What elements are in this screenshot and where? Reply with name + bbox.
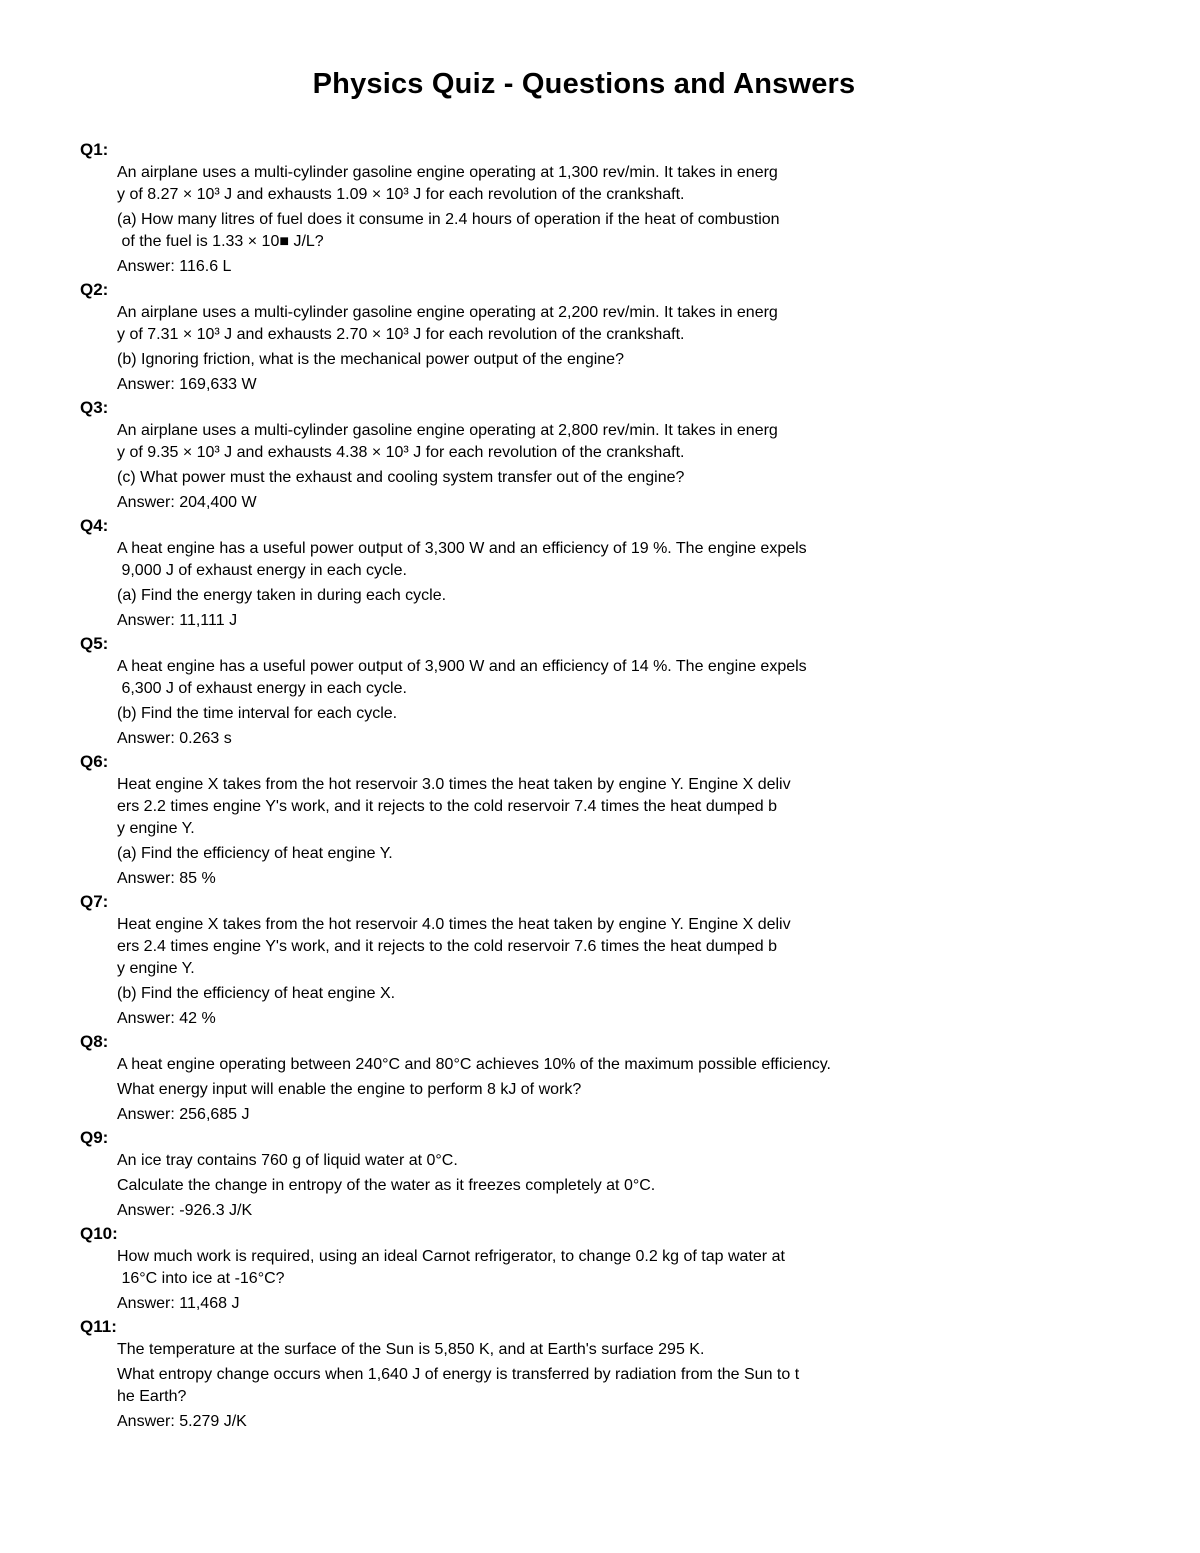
question-list <box>80 138 1120 1433</box>
answer-text: Answer: 11,111 J <box>117 612 238 629</box>
question-text-line: A heat engine has a useful power output of 3,300 W and an efficiency of 19 %. The engine expels <box>117 540 807 557</box>
question-body <box>80 420 917 514</box>
question-paragraph <box>117 302 917 346</box>
answer-text: Answer: 169,633 W <box>117 376 257 393</box>
answer-text: Answer: 204,400 W <box>117 494 257 511</box>
question-text-line: (a) Find the energy taken in during each cycle. <box>117 587 447 604</box>
question-label: Q8: <box>80 1032 109 1051</box>
question-text-line: he Earth? <box>117 1388 187 1405</box>
question-block <box>80 396 1120 514</box>
question-paragraph <box>117 162 917 206</box>
question-text-line: (b) Ignoring friction, what is the mechanical power output of the engine? <box>117 351 624 368</box>
question-label: Q3: <box>80 398 109 417</box>
question-text-line: y of 9.35 × 10³ J and exhausts 4.38 × 10³ J for each revolution of the crankshaft. <box>117 444 685 461</box>
question-label: Q11: <box>80 1317 117 1336</box>
question-block <box>80 1222 1120 1315</box>
question-body <box>80 1054 917 1126</box>
question-body <box>80 774 917 890</box>
question-paragraph <box>117 1054 917 1076</box>
question-paragraph <box>117 1339 917 1361</box>
question-text-line: y of 8.27 × 10³ J and exhausts 1.09 × 10³ J for each revolution of the crankshaft. <box>117 186 685 203</box>
question-block <box>80 514 1120 632</box>
question-paragraph <box>117 585 917 607</box>
question-text-line: 6,300 J of exhaust energy in each cycle. <box>117 680 407 697</box>
page-title: Physics Quiz - Questions and Answers <box>312 68 856 100</box>
question-text-line: What energy input will enable the engine to perform 8 kJ of work? <box>117 1081 582 1098</box>
question-text-line: ers 2.2 times engine Y's work, and it rejects to the cold reservoir 7.4 times the heat dumped b <box>117 798 777 815</box>
question-text-line: of the fuel is 1.33 × 10■ J/L? <box>117 233 324 250</box>
question-text-line: y engine Y. <box>117 820 195 837</box>
question-text-line: (c) What power must the exhaust and cooling system transfer out of the engine? <box>117 469 685 486</box>
answer-text: Answer: 0.263 s <box>117 730 232 747</box>
question-body <box>80 1246 917 1315</box>
question-label: Q6: <box>80 752 109 771</box>
question-text-line: 9,000 J of exhaust energy in each cycle. <box>117 562 407 579</box>
question-text-line: (b) Find the efficiency of heat engine X. <box>117 985 396 1002</box>
question-block <box>80 278 1120 396</box>
question-paragraph <box>117 774 917 840</box>
question-text-line: A heat engine has a useful power output of 3,900 W and an efficiency of 14 %. The engine expels <box>117 658 807 675</box>
question-paragraph <box>117 1246 917 1290</box>
question-text-line: Heat engine X takes from the hot reservoir 3.0 times the heat taken by engine Y. Engine X deliv <box>117 776 791 793</box>
question-paragraph <box>117 349 917 371</box>
question-paragraph <box>117 983 917 1005</box>
question-block <box>80 1126 1120 1222</box>
question-text-line: y engine Y. <box>117 960 195 977</box>
question-body <box>80 538 917 632</box>
question-paragraph <box>117 1175 917 1197</box>
question-paragraph <box>117 1150 917 1172</box>
answer-text: Answer: 256,685 J <box>117 1106 250 1123</box>
question-text-line: Calculate the change in entropy of the water as it freezes completely at 0°C. <box>117 1177 656 1194</box>
question-paragraph <box>117 209 917 253</box>
question-label: Q10: <box>80 1224 118 1243</box>
question-paragraph <box>117 420 917 464</box>
question-body <box>80 162 917 278</box>
question-paragraph <box>117 703 917 725</box>
question-body <box>80 1339 917 1433</box>
question-text-line: y of 7.31 × 10³ J and exhausts 2.70 × 10³ J for each revolution of the crankshaft. <box>117 326 685 343</box>
question-label: Q2: <box>80 280 109 299</box>
question-block <box>80 1030 1120 1126</box>
question-text-line: Heat engine X takes from the hot reservoir 4.0 times the heat taken by engine Y. Engine X deliv <box>117 916 791 933</box>
question-text-line: An airplane uses a multi-cylinder gasoline engine operating at 2,200 rev/min. It takes in energ <box>117 304 778 321</box>
answer-text: Answer: 5.279 J/K <box>117 1413 247 1430</box>
question-paragraph <box>117 538 917 582</box>
question-block <box>80 1315 1120 1433</box>
question-body <box>80 914 917 1030</box>
answer-text: Answer: 42 % <box>117 1010 216 1027</box>
question-body <box>80 302 917 396</box>
question-text-line: (a) Find the efficiency of heat engine Y. <box>117 845 393 862</box>
question-label: Q7: <box>80 892 109 911</box>
question-body <box>80 1150 917 1222</box>
question-text-line: How much work is required, using an ideal Carnot refrigerator, to change 0.2 kg of tap water at <box>117 1248 785 1265</box>
question-body <box>80 656 917 750</box>
answer-text: Answer: -926.3 J/K <box>117 1202 253 1219</box>
question-block <box>80 750 1120 890</box>
question-paragraph <box>117 467 917 489</box>
question-label: Q9: <box>80 1128 109 1147</box>
question-block <box>80 890 1120 1030</box>
question-text-line: An airplane uses a multi-cylinder gasoline engine operating at 2,800 rev/min. It takes in energ <box>117 422 778 439</box>
question-text-line: The temperature at the surface of the Sun is 5,850 K, and at Earth's surface 295 K. <box>117 1341 705 1358</box>
question-block <box>80 632 1120 750</box>
question-paragraph <box>117 914 917 980</box>
question-text-line: An airplane uses a multi-cylinder gasoline engine operating at 1,300 rev/min. It takes in energ <box>117 164 778 181</box>
answer-text: Answer: 11,468 J <box>117 1295 240 1312</box>
question-text-line: An ice tray contains 760 g of liquid water at 0°C. <box>117 1152 458 1169</box>
question-text-line: (a) How many litres of fuel does it consume in 2.4 hours of operation if the heat of combustion <box>117 211 780 228</box>
question-paragraph <box>117 843 917 865</box>
question-block <box>80 138 1120 278</box>
question-paragraph <box>117 1079 917 1101</box>
question-paragraph <box>117 1364 917 1408</box>
answer-text: Answer: 85 % <box>117 870 216 887</box>
question-label: Q4: <box>80 516 109 535</box>
question-paragraph <box>117 656 917 700</box>
question-label: Q1: <box>80 140 109 159</box>
answer-text: Answer: 116.6 L <box>117 258 232 275</box>
question-text-line: ers 2.4 times engine Y's work, and it rejects to the cold reservoir 7.6 times the heat dumped b <box>117 938 777 955</box>
question-text-line: A heat engine operating between 240°C and 80°C achieves 10% of the maximum possible efficiency. <box>117 1056 831 1073</box>
question-label: Q5: <box>80 634 109 653</box>
question-text-line: 16°C into ice at -16°C? <box>117 1270 285 1287</box>
question-text-line: What entropy change occurs when 1,640 J of energy is transferred by radiation from the Sun to t <box>117 1366 800 1383</box>
question-text-line: (b) Find the time interval for each cycle. <box>117 705 398 722</box>
